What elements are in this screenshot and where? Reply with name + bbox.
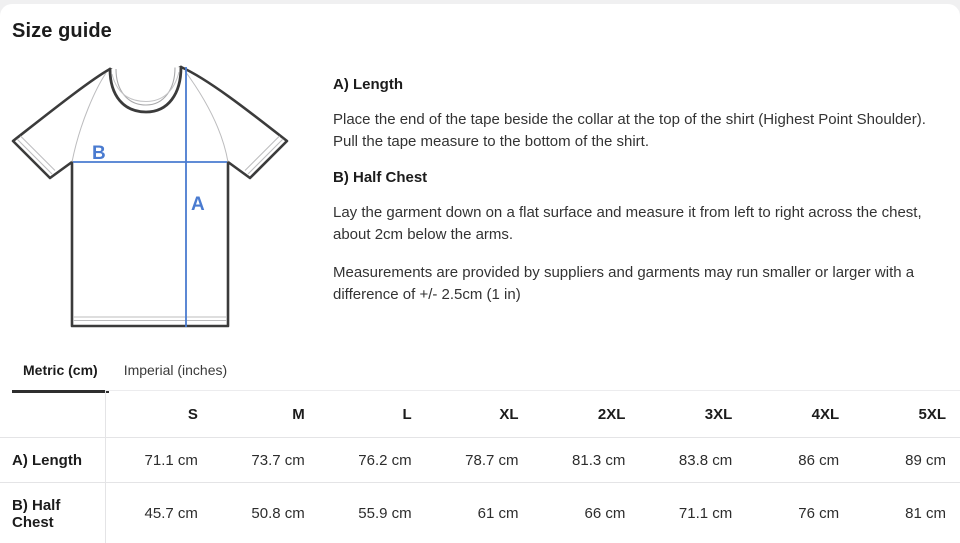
table-row-length (0, 438, 960, 483)
section-body-half-chest: Lay the garment down on a flat surface and measure it from left to right across the chest, about 2cm below the arms. (333, 204, 922, 243)
label-a: A (191, 194, 205, 215)
half-chest-2xl: 66 cm (533, 483, 640, 543)
tshirt-diagram (0, 54, 300, 344)
size-table-corner-cell (0, 391, 105, 438)
size-guide-modal (0, 4, 960, 543)
size-table-container (0, 390, 960, 543)
section-body-length: Place the end of the tape beside the collar at the top of the shirt (Highest Point Shoulder). Pull the tape measure to the bottom of the shirt. (333, 111, 926, 150)
length-s: 71.1 cm (105, 438, 212, 483)
half-chest-4xl: 76 cm (746, 483, 853, 543)
size-table-header-row (0, 391, 960, 438)
tab-imperial-inches[interactable]: Imperial (inches) (123, 362, 228, 378)
length-l: 76.2 cm (319, 438, 426, 483)
half-chest-5xl: 81 cm (853, 483, 960, 543)
instructions-panel (333, 76, 949, 322)
col-header-4xl: 4XL (746, 391, 853, 438)
length-4xl: 86 cm (746, 438, 853, 483)
col-header-2xl: 2XL (533, 391, 640, 438)
section-heading-length: A) Length (333, 76, 403, 93)
length-2xl: 81.3 cm (533, 438, 640, 483)
page-title: Size guide (12, 20, 112, 42)
half-chest-m: 50.8 cm (212, 483, 319, 543)
half-chest-3xl: 71.1 cm (639, 483, 746, 543)
section-heading-half-chest: B) Half Chest (333, 169, 428, 186)
col-header-xl: XL (426, 391, 533, 438)
length-xl: 78.7 cm (426, 438, 533, 483)
half-chest-s: 45.7 cm (105, 483, 212, 543)
length-3xl: 83.8 cm (639, 438, 746, 483)
row-label-length: A) Length (0, 438, 105, 483)
label-b: B (92, 143, 106, 164)
half-chest-l: 55.9 cm (319, 483, 426, 543)
col-header-5xl: 5XL (853, 391, 960, 438)
length-5xl: 89 cm (853, 438, 960, 483)
half-chest-xl: 61 cm (426, 483, 533, 543)
col-header-3xl: 3XL (639, 391, 746, 438)
col-header-l: L (319, 391, 426, 438)
col-header-s: S (105, 391, 212, 438)
col-header-m: M (212, 391, 319, 438)
unit-tabs (12, 352, 238, 393)
length-m: 73.7 cm (212, 438, 319, 483)
row-label-half-chest: B) Half Chest (0, 483, 105, 543)
measurement-disclaimer: Measurements are provided by suppliers and garments may run smaller or larger with a difference of +/- 2.5cm (1 in) (333, 264, 915, 303)
table-row-half-chest (0, 483, 960, 543)
tab-metric-cm[interactable]: Metric (cm) (12, 352, 109, 393)
size-table (0, 390, 960, 543)
